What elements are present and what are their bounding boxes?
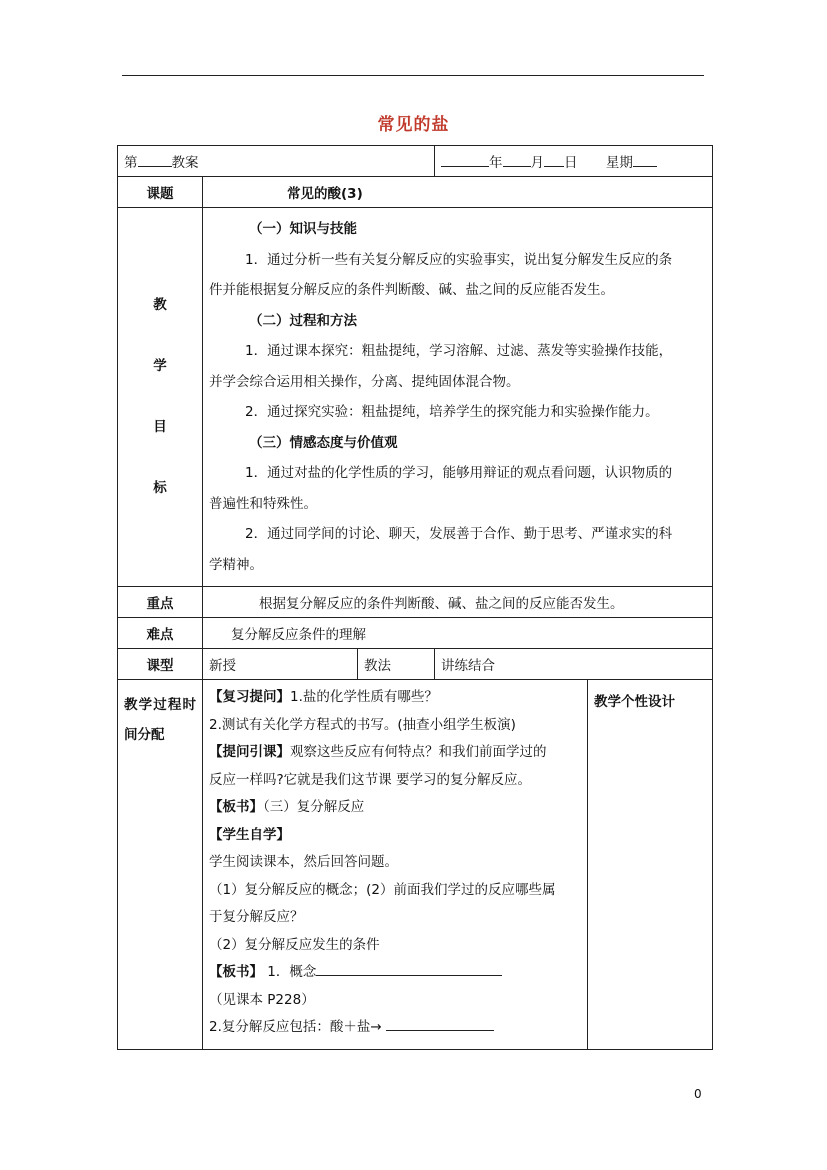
process-line: 1．概念 bbox=[267, 964, 317, 980]
process-line: （三）复分解反应 bbox=[263, 799, 365, 815]
process-line: 1.盐的化学性质有哪些？ bbox=[290, 689, 438, 705]
goal-line: 1．通过对盐的化学性质的学习，能够用辩证的观点看问题，认识物质的 bbox=[245, 465, 673, 481]
lesson-type-row bbox=[118, 649, 713, 680]
lesson-number-blank bbox=[138, 152, 172, 167]
year-label: 年 bbox=[489, 155, 503, 171]
page-number: 0 bbox=[694, 1087, 702, 1101]
date-cell bbox=[435, 146, 713, 177]
difficulty-value: 复分解反应条件的理解 bbox=[203, 618, 713, 649]
goals-label bbox=[118, 208, 203, 587]
process-line: 学生阅读课本，然后回答问题。 bbox=[209, 854, 398, 870]
process-line: 2.测试有关化学方程式的书写。(抽查小组学生板演) bbox=[209, 716, 516, 733]
weekday-blank bbox=[633, 152, 657, 167]
process-content bbox=[203, 680, 588, 1050]
process-time-label: 教学过程时间分配 bbox=[118, 680, 203, 1050]
goals-row bbox=[118, 208, 713, 587]
board-tag: 【板书】 bbox=[209, 799, 263, 815]
reaction-blank bbox=[386, 1016, 494, 1031]
month-blank bbox=[503, 152, 531, 167]
lesson-prefix: 第 bbox=[124, 155, 138, 171]
process-line: 于复分解反应？ bbox=[209, 909, 304, 925]
lesson-type-label: 课型 bbox=[118, 649, 203, 680]
personal-design-label: 教学个性设计 bbox=[588, 680, 713, 1050]
goal-line: 学精神。 bbox=[209, 556, 263, 573]
lesson-number-cell bbox=[118, 146, 435, 177]
review-tag: 【复习提问】 bbox=[209, 689, 290, 705]
process-line: （1）复分解反应的概念；(2）前面我们学过的反应哪些属 bbox=[209, 881, 556, 898]
goal-line: 并学会综合运用相关操作，分离、提纯固体混合物。 bbox=[209, 373, 520, 390]
process-line: （见课本 P228） bbox=[209, 991, 315, 1008]
method-label: 教法 bbox=[358, 649, 435, 680]
year-blank bbox=[441, 152, 489, 167]
key-point-label: 重点 bbox=[118, 587, 203, 618]
goals-label-char: 教 bbox=[153, 297, 167, 313]
goals-label-char: 学 bbox=[153, 358, 167, 374]
topic-row bbox=[118, 177, 713, 208]
goal-line: 2．通过同学间的讨论、聊天，发展善于合作、勤于思考、严谨求实的科 bbox=[245, 526, 673, 542]
self-study-tag: 【学生自学】 bbox=[209, 826, 290, 843]
top-rule bbox=[122, 75, 704, 76]
lesson-plan-table bbox=[117, 145, 713, 1050]
goals-content bbox=[203, 208, 713, 587]
day-blank bbox=[544, 152, 564, 167]
goal-line: 件并能根据复分解反应的条件判断酸、碱、盐之间的反应能否发生。 bbox=[209, 282, 614, 298]
process-row bbox=[118, 680, 713, 1050]
process-line: 反应一样吗?它就是我们这节课 要学习的复分解反应。 bbox=[209, 771, 531, 788]
difficulty-row bbox=[118, 618, 713, 649]
day-label: 日 bbox=[564, 155, 578, 171]
board-tag: 【板书】 bbox=[209, 964, 263, 980]
goals-label-char: 标 bbox=[153, 480, 167, 496]
goal-section-heading: （三）情感态度与价值观 bbox=[249, 434, 398, 451]
goal-section-heading: （一）知识与技能 bbox=[249, 221, 357, 237]
process-line: 观察这些反应有何特点？和我们前面学过的 bbox=[290, 744, 547, 760]
method-value: 讲练结合 bbox=[435, 649, 713, 680]
goal-line: 普遍性和特殊性。 bbox=[209, 495, 317, 512]
concept-blank bbox=[316, 961, 502, 976]
difficulty-label: 难点 bbox=[118, 618, 203, 649]
process-line: （2）复分解反应发生的条件 bbox=[209, 936, 380, 953]
lesson-suffix: 教案 bbox=[171, 155, 199, 171]
page-title: 常见的盐 bbox=[377, 115, 450, 135]
weekday-label: 星期 bbox=[605, 155, 633, 171]
lesson-type-value: 新授 bbox=[203, 649, 358, 680]
goal-section-heading: （二）过程和方法 bbox=[249, 312, 357, 329]
header-row bbox=[118, 146, 713, 177]
goals-label-char: 目 bbox=[153, 419, 167, 435]
topic-label: 课题 bbox=[118, 177, 203, 208]
goal-line: 1．通过分析一些有关复分解反应的实验事实，说出复分解发生反应的条 bbox=[245, 251, 673, 268]
month-label: 月 bbox=[530, 155, 545, 171]
process-line: 2.复分解反应包括：酸＋盐→ bbox=[209, 1019, 382, 1035]
intro-tag: 【提问引课】 bbox=[209, 744, 290, 760]
key-point-value: 根据复分解反应的条件判断酸、碱、盐之间的反应能否发生。 bbox=[203, 587, 713, 618]
topic-value: 常见的酸(3) bbox=[203, 177, 713, 208]
goal-line: 2．通过探究实验：粗盐提纯，培养学生的探究能力和实验操作能力。 bbox=[245, 404, 659, 420]
key-point-row bbox=[118, 587, 713, 618]
goal-line: 1．通过课本探究：粗盐提纯，学习溶解、过滤、蒸发等实验操作技能， bbox=[245, 343, 673, 359]
